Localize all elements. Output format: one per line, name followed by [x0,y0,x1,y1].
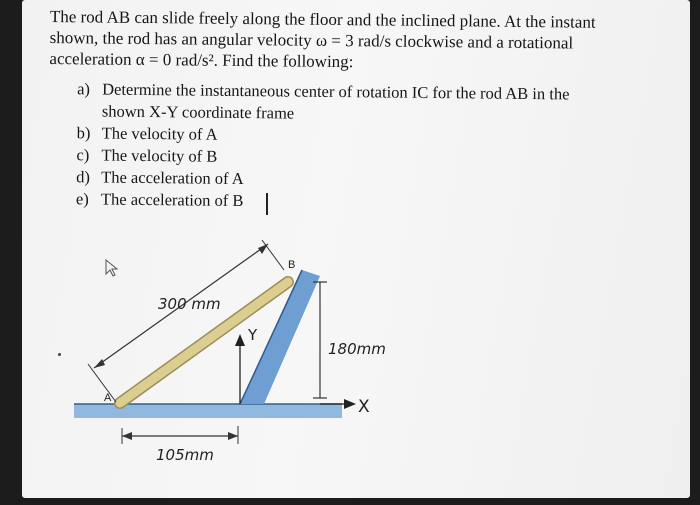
statement-line-2: shown, the rod has an angular velocity ω = 3 rad/s clockwise and a rotational [49,27,574,53]
rod-length-ext-a [88,364,116,402]
question-d: d) The acceleration of A [76,167,244,189]
rod-length-arrow-start [94,359,105,368]
problem-sheet [22,0,690,498]
question-c: c) The velocity of B [76,145,218,166]
text-cursor [266,193,268,215]
label-y-axis: Y [248,326,258,344]
question-a-continued: shown X-Y coordinate frame [101,101,295,123]
label-height: 180mm [328,340,386,358]
rod-diagram [22,0,690,498]
label-rod-length: 300 mm [158,295,221,313]
width-dim-arrow-right [228,432,238,440]
statement-line-1: The rod AB can slide freely along the floor and the inclined plane. At the instant [49,6,596,32]
x-axis-arrow [344,399,356,409]
question-e: e) The acceleration of B [75,189,244,211]
label-width: 105mm [156,446,214,464]
y-axis-arrow [235,334,245,346]
label-a: A [104,392,112,404]
question-a: a) Determine the instantaneous center of rotation IC for the rod AB in the [77,79,570,104]
label-b: B [288,259,296,271]
mouse-pointer-icon [106,260,117,276]
rod-length-ext-b [262,240,284,270]
label-x-axis: X [358,397,370,417]
question-b: b) The velocity of A [76,123,218,144]
statement-line-3: acceleration α = 0 rad/s². Find the following: [49,48,354,72]
floor-surface [74,404,342,418]
stray-dot [58,353,61,356]
width-dim-arrow-left [122,432,132,440]
